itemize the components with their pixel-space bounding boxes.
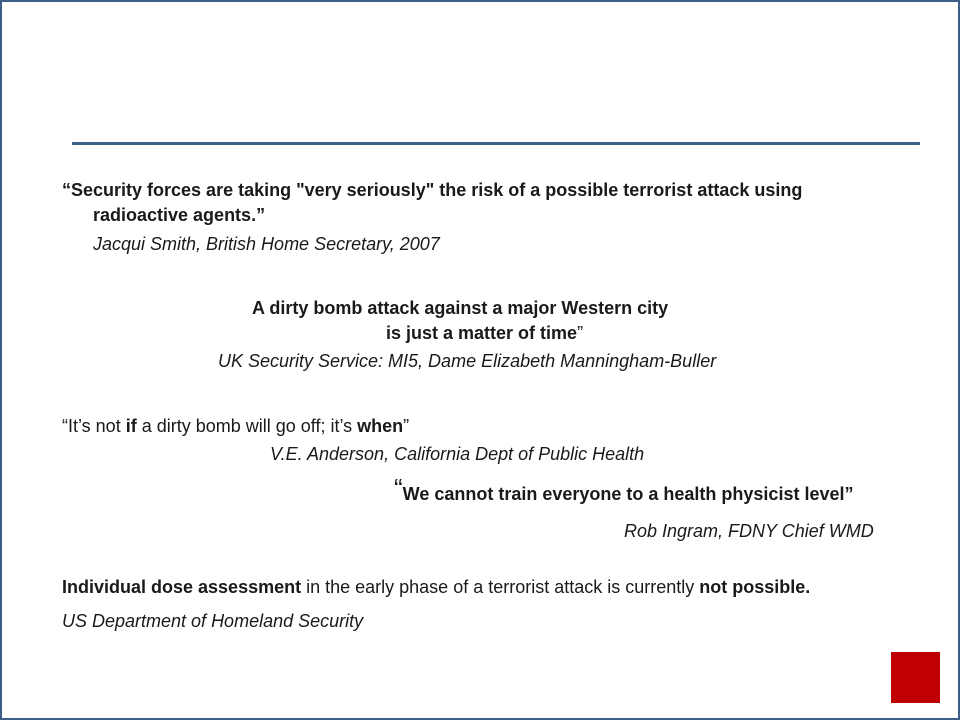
quote2-line1: A dirty bomb attack against a major Western city <box>252 298 669 318</box>
quote1-attribution: Jacqui Smith, British Home Secretary, 2007 <box>93 234 440 254</box>
title-divider-line <box>72 142 920 145</box>
quote4-text: We cannot train everyone to a health physicist level” <box>402 484 854 504</box>
quote5-bold1: Individual dose assessment <box>62 577 302 597</box>
quote1-line1: “Security forces are taking "very seriously" the risk of a possible terrorist attack using <box>62 180 803 200</box>
quote3-line <box>62 415 409 437</box>
corner-accent-block <box>891 652 940 703</box>
quote2-line2-bold: is just a matter of time <box>386 323 578 343</box>
quote5-part2: in the early phase of a terrorist attack is currently <box>301 577 700 597</box>
quote2-line2 <box>386 322 583 344</box>
quote5-bold2: not possible. <box>699 577 811 597</box>
quote4-open-mark: “ <box>394 473 403 503</box>
quote2-line2-close: ” <box>577 323 584 343</box>
quote3-attribution: V.E. Anderson, California Dept of Public Health <box>270 444 645 464</box>
quote3-part1: “It’s not <box>62 416 126 436</box>
quote5-attribution: US Department of Homeland Security <box>62 611 364 631</box>
quote3-when: when <box>357 416 404 436</box>
quote4-attribution: Rob Ingram, FDNY Chief WMD <box>624 521 874 541</box>
quote5-line <box>62 576 810 598</box>
quote2-attribution: UK Security Service: MI5, Dame Elizabeth Manningham-Buller <box>218 351 717 371</box>
quote4-line <box>394 473 854 505</box>
quote1-line2: radioactive agents.” <box>93 205 266 225</box>
quote3-part3: a dirty bomb will go off; it’s <box>136 416 358 436</box>
quote3-if: if <box>125 416 137 436</box>
quote3-close: ” <box>403 416 410 436</box>
